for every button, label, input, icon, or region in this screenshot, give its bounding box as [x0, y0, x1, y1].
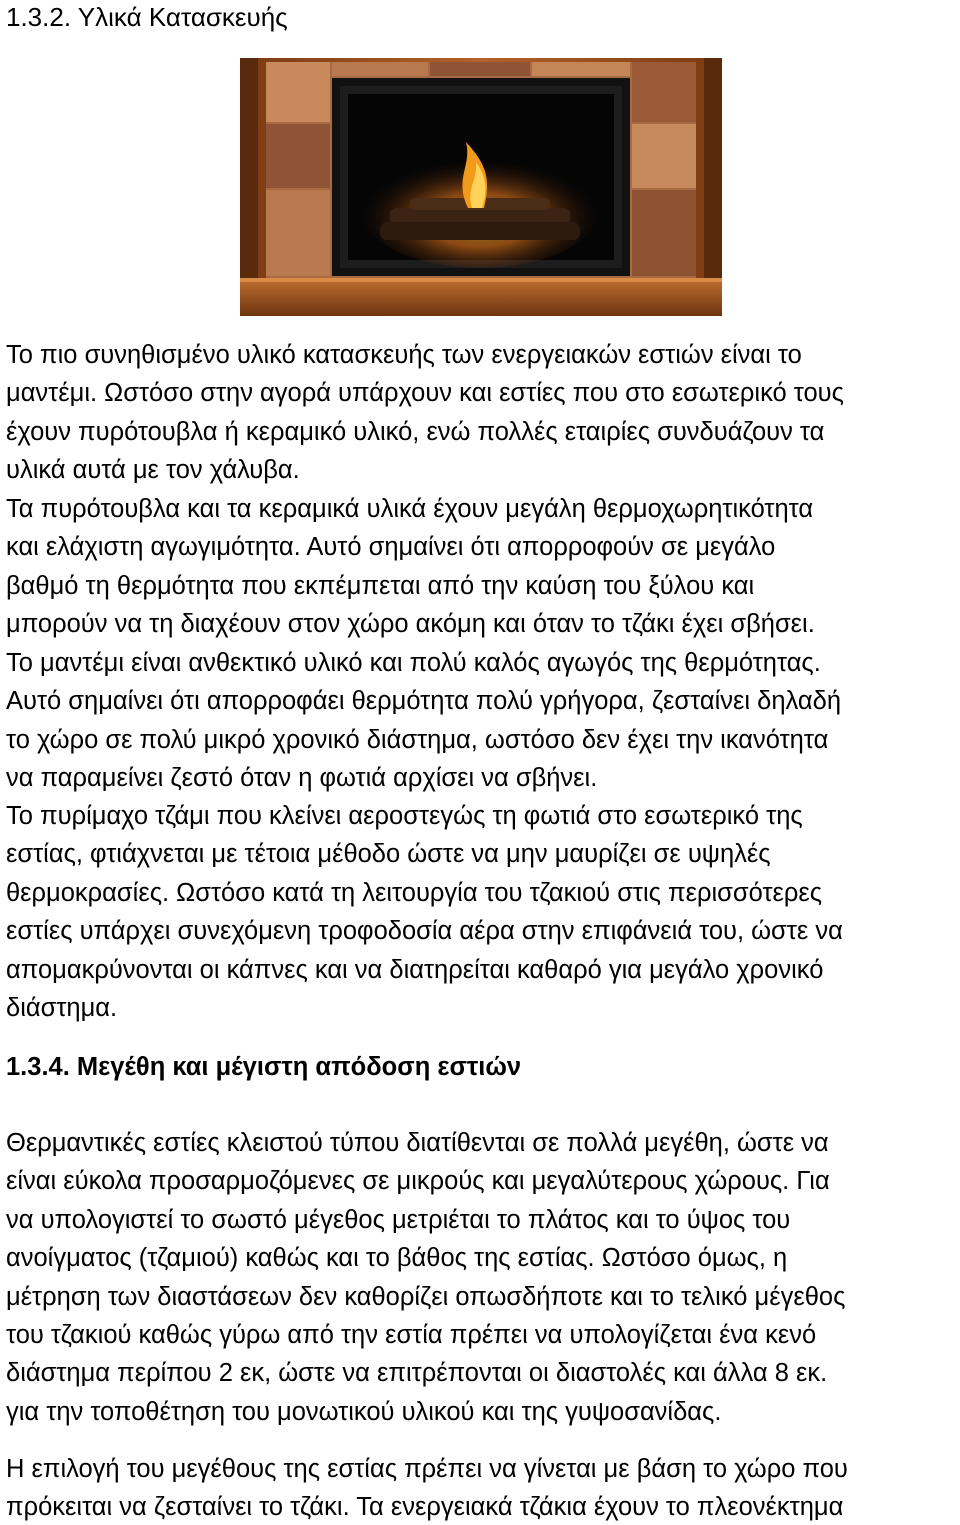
- fireplace-image: [240, 58, 722, 316]
- fireplace-photo-icon: [240, 58, 722, 316]
- text-line: Θερμαντικές εστίες κλειστού τύπου διατίθενται σε πολλά μεγέθη, ώστε να: [6, 1129, 829, 1157]
- text-line: του τζακιού καθώς γύρω από την εστία πρέπει να υπολογίζεται ένα κενό: [6, 1321, 817, 1350]
- paragraph-firebricks: [6, 490, 958, 644]
- text-line: είναι εύκολα προσαρμοζόμενες σε μικρούς και μεγαλύτερους χώρους. Για: [6, 1167, 830, 1196]
- text-line: το χώρο σε πολύ μικρό χρονικό διάστημα, ωστόσο δεν έχει την ικανότητα: [6, 725, 829, 754]
- text-line: εστίας, φτιάχνεται με τέτοια μέθοδο ώστε να μην μαυρίζει σε υψηλές: [6, 840, 771, 869]
- text-line: να υπολογιστεί το σωστό μέγεθος μετριέται το πλάτος και το ύψος του: [6, 1205, 791, 1234]
- text-line: θερμοκρασίες. Ωστόσο κατά τη λειτουργία του τζακιού στις περισσότερες: [6, 878, 823, 907]
- text-line: Το πιο συνηθισμένο υλικό κατασκευής των ενεργειακών εστιών είναι το: [6, 341, 802, 369]
- text-line: πρόκειται να ζεσταίνει το τζάκι. Τα ενεργειακά τζάκια έχουν το πλεονέκτημα: [6, 1493, 844, 1522]
- section-heading-materials: 1.3.2. Υλικά Κατασκευής: [6, 2, 288, 32]
- text-line: για την τοποθέτηση του μονωτικού υλικού και της γυψοσανίδας.: [6, 1397, 722, 1426]
- text-line: Η επιλογή του μεγέθους της εστίας πρέπει να γίνεται με βάση το χώρο που: [6, 1455, 848, 1483]
- text-line: μαντέμι. Ωστόσο στην αγορά υπάρχουν και εστίες που στο εσωτερικό τους: [6, 379, 844, 408]
- text-line: μέτρηση των διαστάσεων δεν καθορίζει οπωσδήποτε και το τελικό μέγεθος: [6, 1282, 846, 1311]
- paragraph-size-selection: [6, 1450, 958, 1525]
- text-line: διάστημα περίπου 2 εκ, ώστε να επιτρέπονται οι διαστολές και άλλα 8 εκ.: [6, 1359, 828, 1388]
- text-line: Τα πυρότουβλα και τα κεραμικά υλικά έχουν μεγάλη θερμοχωρητικότητα: [6, 495, 814, 523]
- paragraph-cast-iron: [6, 644, 958, 798]
- text-line: υλικά αυτά με τον χάλυβα.: [6, 456, 300, 485]
- text-line: να παραμείνει ζεστό όταν η φωτιά αρχίσει να σβήνει.: [6, 764, 598, 793]
- text-line: και ελάχιστη αγωγιμότητα. Αυτό σημαίνει ότι απορροφούν σε μεγάλο: [6, 533, 776, 562]
- text-line: απομακρύνονται οι κάπνες και να διατηρείται καθαρό για μεγάλο χρονικό: [6, 955, 824, 984]
- text-line: έχουν πυρότουβλα ή κεραμικό υλικό, ενώ πολλές εταιρίες συνδυάζουν τα: [6, 417, 825, 446]
- text-line: εστίες υπάρχει συνεχόμενη τροφοδοσία αέρα στην επιφάνειά του, ώστε να: [6, 917, 843, 946]
- text-line: ανοίγματος (τζαμιού) καθώς και το βάθος της εστίας. Ωστόσο όμως, η: [6, 1244, 788, 1273]
- paragraph-materials-intro: [6, 336, 958, 490]
- section-heading-sizes: 1.3.4. Μεγέθη και μέγιστη απόδοση εστιών: [6, 1053, 522, 1081]
- text-line: Το πυρίμαχο τζάμι που κλείνει αεροστεγώς τη φωτιά στο εσωτερικό της: [6, 802, 803, 830]
- text-line: Το μαντέμι είναι ανθεκτικό υλικό και πολύ καλός αγωγός της θερμότητας.: [6, 649, 821, 677]
- text-line: διάστημα.: [6, 994, 118, 1023]
- paragraph-fireproof-glass: [6, 797, 958, 1027]
- text-line: Αυτό σημαίνει ότι απορροφάει θερμότητα πολύ γρήγορα, ζεσταίνει δηλαδή: [6, 687, 842, 716]
- paragraph-sizes: [6, 1124, 958, 1431]
- text-line: μπορούν να τη διαχέουν στον χώρο ακόμη και όταν το τζάκι έχει σβήσει.: [6, 610, 815, 639]
- text-line: βαθμό τη θερμότητα που εκπέμπεται από την καύση του ξύλου και: [6, 571, 755, 600]
